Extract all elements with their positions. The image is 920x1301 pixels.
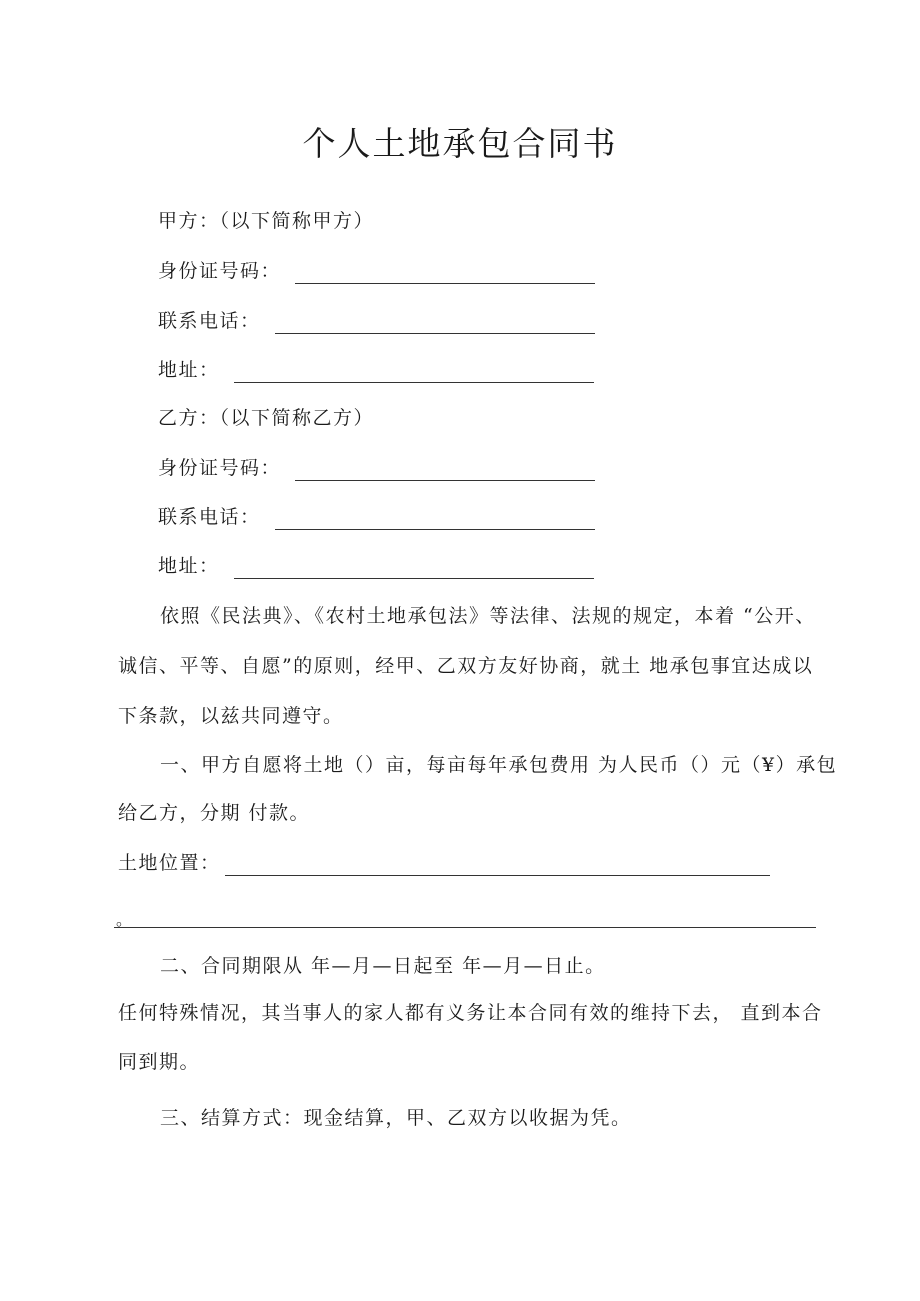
party-a-id-blank (295, 263, 595, 284)
party-a-phone-field (158, 308, 595, 334)
clause1-line-2: 给乙方，分期 付款。 (118, 802, 311, 824)
clause2-line: 二、合同期限从 年—月—日起至 年—月—日止。 (160, 955, 606, 977)
special-line-2: 同到期。 (118, 1051, 201, 1073)
clause3-line: 三、结算方式：现金结算，甲、乙双方以收据为凭。 (160, 1107, 632, 1129)
party-a-id-field (158, 258, 595, 284)
party-b-address-label: 地址： (158, 555, 220, 577)
intro-line-3: 下条款，以兹共同遵守。 (118, 705, 344, 727)
intro-line-2: 诚信、平等、自愿”的原则，经甲、乙双方友好协商，就土 地承包事宜达成以 (118, 655, 814, 677)
party-b-address-blank (234, 558, 594, 579)
party-a-address-blank (234, 362, 594, 383)
party-a-heading: 甲方：（以下简称甲方） (158, 210, 375, 232)
party-b-id-field (158, 455, 595, 481)
party-a-phone-blank (275, 313, 595, 334)
intro-line-1: 依照《民法典》、《农村土地承包法》等法律、法规的规定，本着 “公开、 (160, 605, 816, 627)
party-b-address-field (158, 553, 594, 579)
party-a-id-label: 身份证号码： (158, 260, 282, 282)
land-location-end-mark: 。 (116, 910, 133, 929)
party-b-id-label: 身份证号码： (158, 457, 282, 479)
land-location-blank (225, 855, 770, 876)
clause1-line-1: 一、甲方自愿将土地（）亩，每亩每年承包费用 为人民币（）元（¥）承包 (160, 754, 838, 776)
land-location-continuation-blank (114, 927, 816, 928)
land-location-field (118, 850, 770, 876)
special-line-1: 任何特殊情况，其当事人的家人都有义务让本合同有效的维持下去， 直到本合 (118, 1002, 823, 1024)
party-a-address-label: 地址： (158, 359, 220, 381)
land-location-label: 土地位置： (118, 852, 221, 874)
party-b-phone-field (158, 504, 595, 530)
party-b-phone-label: 联系电话： (158, 506, 261, 528)
party-a-phone-label: 联系电话： (158, 310, 261, 332)
party-a-address-field (158, 357, 594, 383)
document-title: 个人土地承包合同书 (302, 124, 618, 163)
party-b-heading: 乙方：（以下简称乙方） (158, 407, 375, 429)
party-b-id-blank (295, 460, 595, 481)
party-b-phone-blank (275, 509, 595, 530)
